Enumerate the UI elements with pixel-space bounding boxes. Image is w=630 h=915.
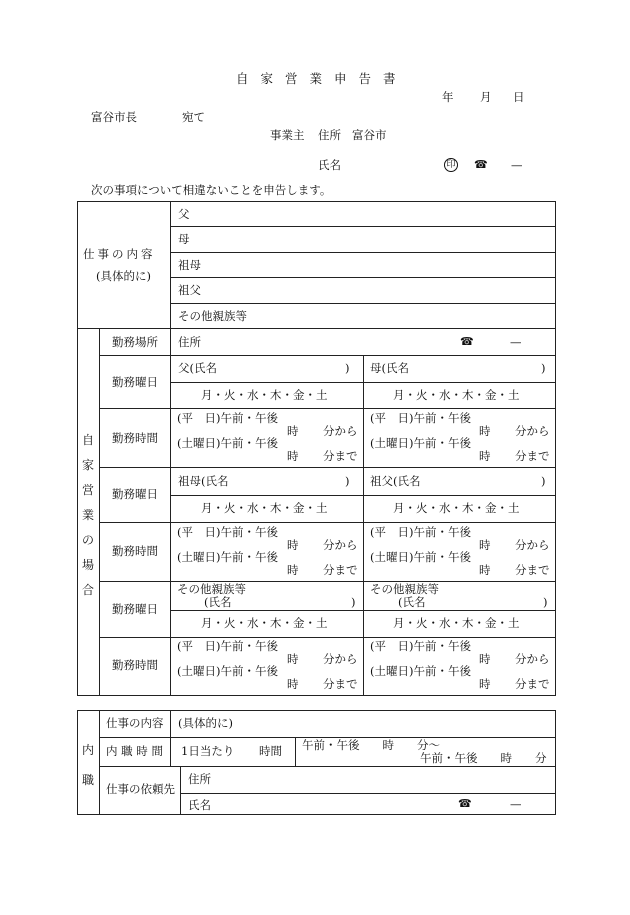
addressee-label: 宛て — [182, 110, 205, 124]
piecework-job-specific: (具体的に) — [178, 716, 233, 730]
month-label: 月 — [480, 90, 492, 104]
mother-name-close: ) — [541, 361, 546, 375]
work-days-label: 勤務曜日 — [112, 602, 158, 616]
owner-city: 富谷市 — [352, 128, 387, 142]
client-label: 仕事の依頼先 — [106, 782, 175, 796]
work-place-label: 勤務場所 — [112, 335, 158, 349]
relative-row-mother: 母 — [178, 232, 190, 246]
other-relative-2-days: 月・火・水・木・金・土 — [393, 616, 520, 630]
father-days: 月・火・水・木・金・土 — [201, 388, 328, 402]
telephone-icon: ☎ — [460, 335, 474, 348]
mayor-label: 富谷市長 — [91, 110, 137, 124]
client-phone-dash: — — [510, 797, 522, 811]
telephone-icon: ☎ — [458, 797, 472, 810]
grandmother-days: 月・火・水・木・金・土 — [201, 501, 328, 515]
job-content-sublabel: (具体的に) — [96, 269, 151, 283]
grandmother-name-label: 祖母(氏名 — [178, 474, 229, 488]
per-day-label: 1日当たり — [181, 744, 235, 758]
other-relative-2-name-close: ) — [543, 595, 548, 609]
year-label: 年 — [442, 90, 454, 104]
client-address-label: 住所 — [188, 772, 211, 786]
mother-days: 月・火・水・木・金・土 — [393, 388, 520, 402]
piecework-job-content-label: 仕事の内容 — [106, 716, 164, 730]
phone-dash: — — [511, 158, 523, 172]
hours-unit-label: 時間 — [259, 744, 282, 758]
owner-label: 事業主 — [270, 128, 305, 142]
other-relative-1-name-close: ) — [351, 595, 356, 609]
work-days-label: 勤務曜日 — [112, 487, 158, 501]
client-name-label: 氏名 — [188, 798, 211, 812]
grandfather-name-close: ) — [541, 474, 546, 488]
other-relative-1-label: その他親族等 — [177, 582, 246, 596]
seal-icon: 印 — [444, 158, 458, 172]
job-content-label: 仕事の内容 — [83, 247, 156, 261]
piecework-hours-label: 内 職 時 間 — [106, 744, 163, 758]
ampm-range-start: 午前・午後 時 分～ — [302, 738, 440, 752]
father-name-close: ) — [345, 361, 350, 375]
declaration-text: 次の事項について相違ないことを申告します。 — [91, 183, 332, 197]
owner-address-label: 住所 — [318, 128, 341, 142]
relative-row-grandfather: 祖父 — [178, 283, 201, 297]
grandfather-name-label: 祖父(氏名 — [370, 474, 421, 488]
other-relative-2-label: その他親族等 — [370, 582, 439, 596]
work-days-label: 勤務曜日 — [112, 375, 158, 389]
work-place-phone-dash: — — [510, 335, 522, 349]
work-hours-label: 勤務時間 — [112, 658, 158, 672]
grandmother-name-close: ) — [345, 474, 350, 488]
owner-name-label: 氏名 — [318, 158, 341, 172]
father-name-label: 父(氏名 — [178, 361, 217, 375]
day-label: 日 — [513, 90, 525, 104]
work-place-address-label: 住所 — [178, 335, 201, 349]
grandfather-days: 月・火・水・木・金・土 — [393, 501, 520, 515]
work-hours-label: 勤務時間 — [112, 431, 158, 445]
other-relative-2-name-label: (氏名 — [398, 595, 426, 609]
document-title: 自家営業申告書 — [236, 71, 408, 86]
relative-row-grandmother: 祖母 — [178, 258, 201, 272]
other-relative-1-name-label: (氏名 — [204, 595, 232, 609]
other-relative-1-days: 月・火・水・木・金・土 — [201, 616, 328, 630]
telephone-icon: ☎ — [474, 158, 488, 171]
self-employment-vertical-label: 自 家 営 業 の 場 合 — [81, 433, 94, 597]
relative-row-father: 父 — [178, 207, 190, 221]
ampm-range-end: 午前・午後 時 分 — [420, 751, 547, 765]
mother-name-label: 母(氏名 — [370, 361, 409, 375]
work-hours-label: 勤務時間 — [112, 544, 158, 558]
document-page: 自家営業申告書 年 月 日 富谷市長 宛て 事業主 住所 富谷市 氏名 印 ☎ — 次の事項について相違ないことを申告します。 仕事の内容 (具体的に) 父 母 祖母 祖父 その他親族等 自 家 営 業 の 場 合 勤務場所 住所 ☎ — 勤務曜日 父(氏名 ) 母(氏名 ) 月・火・水・木・金・土 月・火・水・木・金・土 勤務時間 (平 日)午前・午後 時 分から (土曜日)午前・午後 時 分まで (平 日)午前・午後 時 分から (土曜日)午前・午後 時 分まで 勤務曜日 祖母(氏名 ) 祖父(氏名 ) 月・火・水・木・金・土 月・火・水・木・金・土 勤務時間 (平 日)午前・午後 時 分から (土曜日)午前・午後 時 分まで (平 日)午前・午後 時 分から (土曜日)午前・午後 時 分まで 勤務曜日 その他親族等 (氏名 ) その他親族等 (氏名 ) 月・火・水・木・金・土 月・火・水・木・金・土 勤務時間 (平 日)午前・午後 時 分から (土曜日)午前・午後 時 分まで (平 日)午前・午後 時 分から (土曜日)午前・午後 時 分まで 内 職 仕事の内容 (具体的に) 内 職 時 間 1日当たり 時間 午前・午後 時 分～ 午前・午後 時 分 仕事の依頼先 住所 氏名 ☎ — — [0, 0, 630, 915]
relative-row-other: その他親族等 — [178, 309, 247, 323]
piecework-vertical-label: 内 職 — [81, 743, 94, 787]
